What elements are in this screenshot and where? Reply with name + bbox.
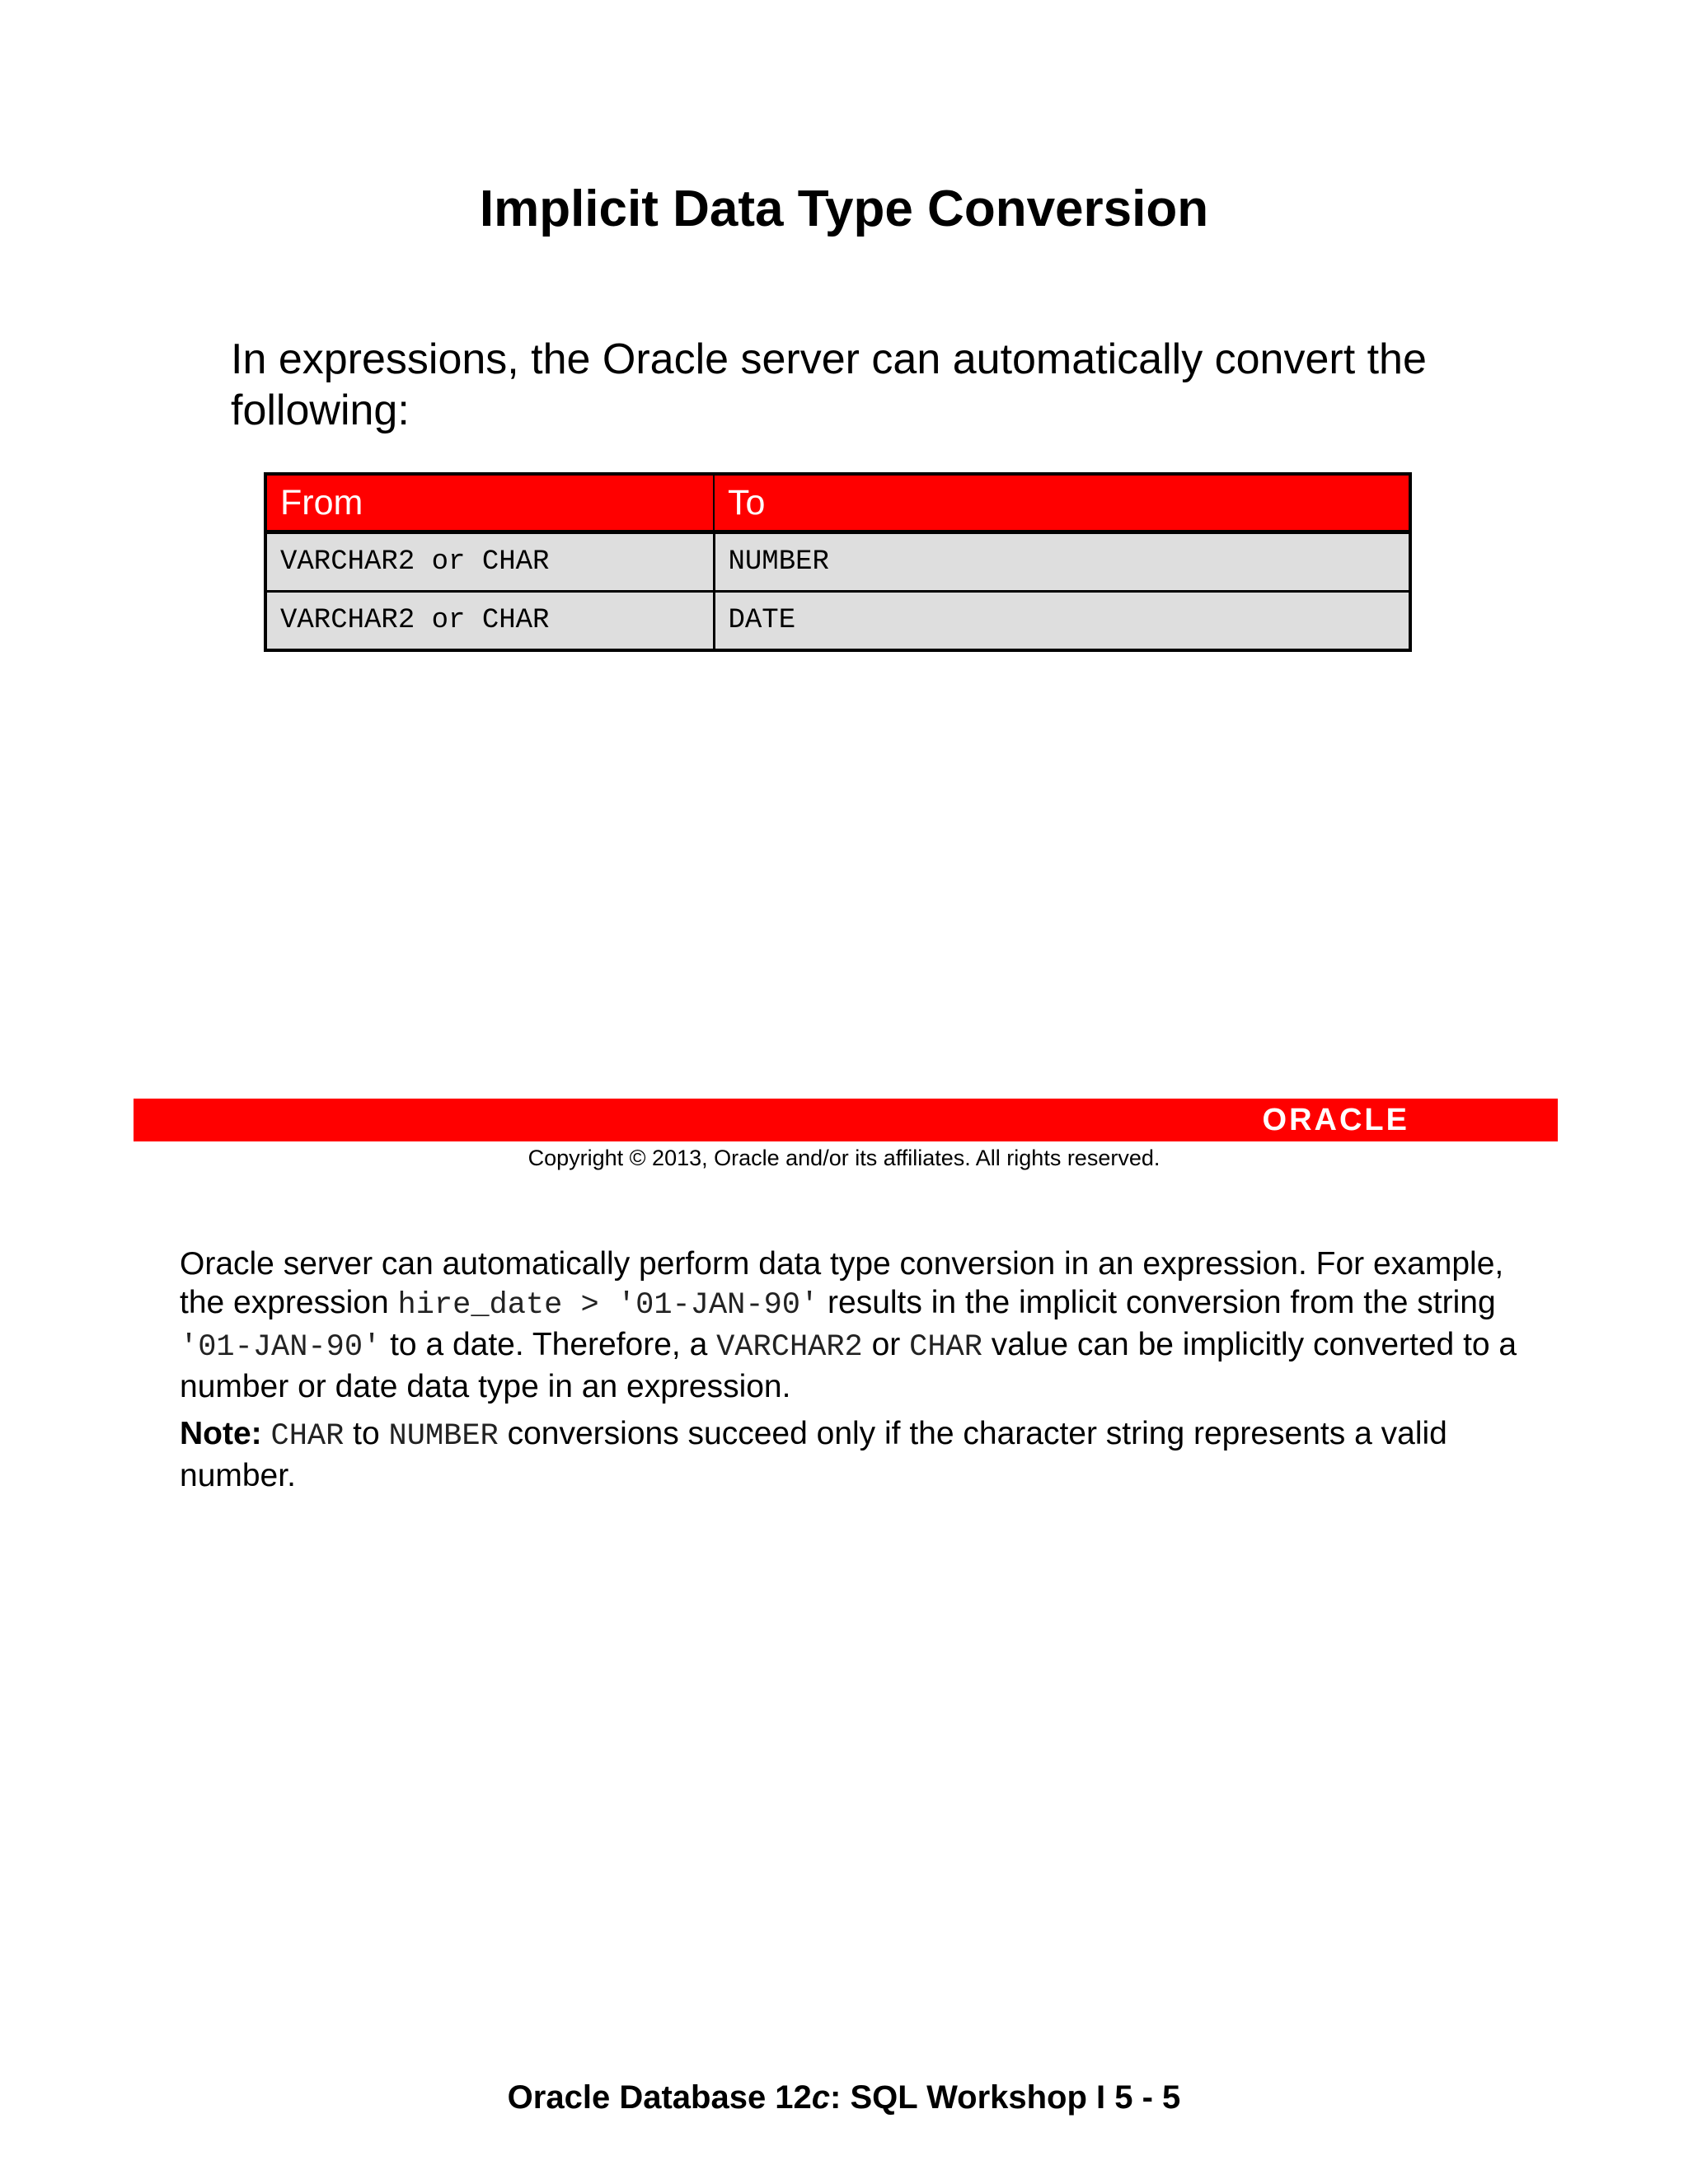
copyright-text: Copyright © 2013, Oracle and/or its affiliates. All rights reserved. <box>528 1146 1160 1170</box>
note-label: Note: <box>180 1416 262 1451</box>
oracle-banner <box>134 1099 1558 1141</box>
cell-from: VARCHAR2 or CHAR <box>265 532 714 592</box>
notes-text: results in the implicit conversion from the string <box>818 1285 1496 1320</box>
table-header-row <box>265 474 1410 532</box>
notes-text: to <box>344 1416 389 1451</box>
intro-text: In expressions, the Oracle server can automatically convert the following: <box>231 335 1427 434</box>
slide-title: Implicit Data Type Conversion <box>479 180 1209 237</box>
notes-text: value can be implicitly converted to a number or date data type in an expression. <box>180 1327 1517 1404</box>
note-paragraph <box>180 1414 1548 1495</box>
cell-to: DATE <box>714 592 1410 651</box>
code-snippet: CHAR <box>270 1419 345 1454</box>
footer-italic: c <box>811 2079 831 2116</box>
header-from: From <box>265 474 714 532</box>
notes-text: conversions succeed only if the character string represents a valid number. <box>180 1416 1447 1493</box>
notes-section <box>180 1244 1548 1503</box>
table-row <box>265 532 1410 592</box>
cell-to: NUMBER <box>714 532 1410 592</box>
notes-text: or <box>862 1327 910 1362</box>
code-snippet: '01-JAN-90' <box>180 1330 382 1365</box>
header-to: To <box>714 474 1410 532</box>
footer-text: Oracle Database 12 <box>507 2079 812 2116</box>
cell-from: VARCHAR2 or CHAR <box>265 592 714 651</box>
code-snippet: NUMBER <box>388 1419 499 1454</box>
notes-paragraph <box>180 1244 1548 1406</box>
footer-text: : SQL Workshop I 5 - 5 <box>830 2079 1181 2116</box>
code-snippet: VARCHAR2 <box>716 1330 863 1365</box>
code-snippet: CHAR <box>909 1330 982 1365</box>
notes-text: to a date. Therefore, a <box>381 1327 717 1362</box>
conversion-table <box>264 472 1412 652</box>
oracle-logo: ORACLE <box>1262 1103 1409 1137</box>
table-row <box>265 592 1410 651</box>
notes-text: Oracle server can automatically perform data type conversion in an expression. For example, the expression <box>180 1246 1504 1320</box>
page-footer <box>0 2077 1688 2118</box>
code-snippet: hire_date > '01-JAN-90' <box>397 1288 819 1323</box>
